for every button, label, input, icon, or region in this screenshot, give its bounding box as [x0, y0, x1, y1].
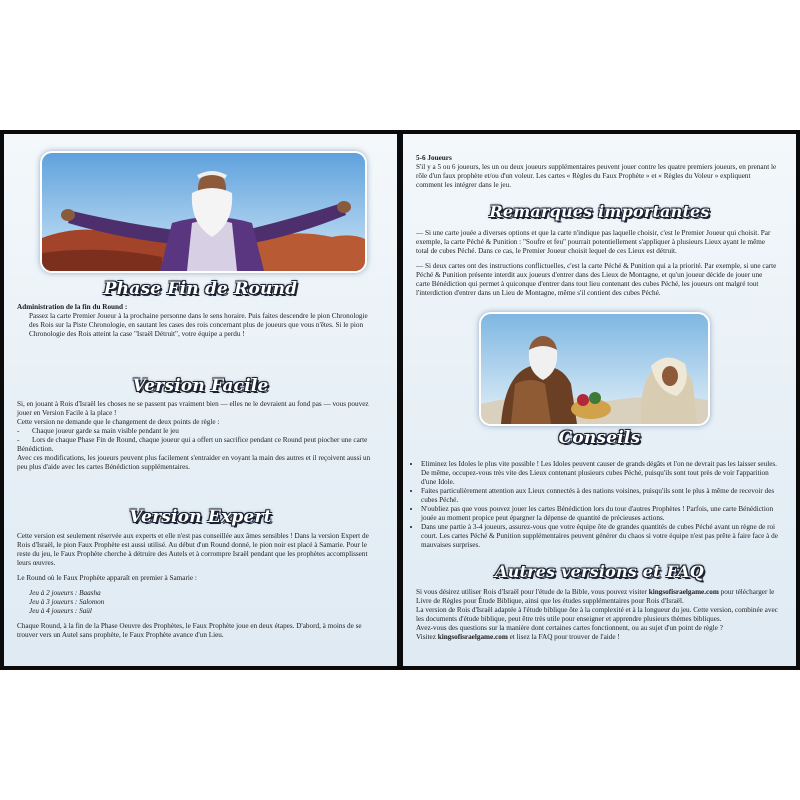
- admin-section: [17, 303, 379, 339]
- expert-2-players: Jeu à 2 joueurs : Baasha: [29, 589, 101, 597]
- remarques-section: [416, 229, 778, 298]
- facile-rule-1: - Chaque joueur garde sa main visible pendant le jeu: [17, 427, 179, 435]
- remarque-1: — Si une carte jouée a diverses options et que la carte n'indique pas laquelle choisir, c'est le Premier Joueur qui choisit. Par exemple, la carte Péché & Punition : "Soufre et feu" pourrait potentiellement s'appliquer à plusieurs Lieux ayant le même total de cubes Péché. Dans ce cas, le Premier Joueur choisit lequel de ces Lieux est détruit.: [416, 229, 771, 255]
- elders-illustration: [481, 314, 708, 424]
- left-page: [4, 134, 397, 666]
- conseils-section: [407, 460, 779, 550]
- joueurs-text: S'il y a 5 ou 6 joueurs, les un ou deux joueurs supplémentaires peuvent jouer contre les quatre premiers joueurs, en prenant le rôle d'un faux prophète et/ou d'un voleur. Les cartes « Règles du Faux Prophète » et « Règles du Voleur » expliquent comment les intégrer dans le jeu.: [416, 163, 777, 189]
- conseils-list: [407, 460, 779, 550]
- facile-rule-2: - Lors de chaque Phase Fin de Round, chaque joueur qui a offert un sacrifice pendant ce Round peut piocher une carte Bénédiction.: [17, 436, 368, 453]
- rulebook-spread: [0, 130, 800, 670]
- heading-conseils: Conseils: [558, 428, 641, 448]
- heading-autres-versions-faq: Autres versions et FAQ: [495, 562, 704, 581]
- facile-section: [17, 400, 379, 472]
- faq-questions: Avez-vous des questions sur la manière dont certaines cartes fonctionnent, ou au sujet d'un point de règle ?: [416, 624, 723, 632]
- joueurs-title: 5-6 Joueurs: [416, 154, 452, 162]
- expert-round-intro: Le Round où le Faux Prophète apparaît en premier à Samarie :: [17, 574, 197, 582]
- list-item: • Faites particulièrement attention aux Lieux connectés à des nations voisines, puisqu'ils sont le plus à même de recevoir des cubes Péché.: [421, 487, 779, 505]
- heading-phase-fin-de-round: Phase Fin de Round: [103, 279, 298, 299]
- faq-visit: Visitez kingsofisraelgame.com et lisez la FAQ pour trouver de l'aide !: [416, 633, 620, 641]
- list-item: • Dans une partie à 3-4 joueurs, assurez-vous que votre équipe ôte de grandes quantités de cubes Péché avant un règne de roi court. Les cartes Péché & Punition supplémentaires peuvent générer du chaos si votre équipe n'est pas prête à faire face à de mauvaises surprises.: [421, 523, 779, 550]
- website-link[interactable]: kingsofisraelgame.com: [648, 588, 719, 596]
- expert-4-players: Jeu à 4 joueurs : Saül: [29, 607, 92, 615]
- expert-intro: Cette version est seulement réservée aux experts et elle n'est pas conseillée aux âmes sensibles ! Dans la version Expert de Rois d'Israël, le pion Faux Prophète est aussi utilisé. Au début d'un Round donné, le pion noir est placé à Samarie. Pour le reste du jeu, le Faux Prophète cherche à détruire des Autels et à corrompre Israël pendant que les prophètes accomplissent leurs œuvres.: [17, 532, 369, 567]
- faq-study-version: La version de Rois d'Israël adaptée à l'étude biblique ôte à la complexité et à la longueur du jeu. Cette version, combinée avec les documents d'étude biblique, peut être très utile pour enseigner et apprendre plusieurs thèmes bibliques.: [416, 606, 778, 623]
- faq-intro: Si vous désirez utiliser Rois d'Israël pour l'étude de la Bible, vous pouvez visiter kingsofisraelgame.com pour télécharger le Livre de Règles pour Étude Biblique, ainsi que les études supplémentaires pour Rois d'Israël.: [416, 588, 775, 605]
- faq-section: [416, 588, 778, 642]
- expert-section: [17, 532, 379, 640]
- prophet-illustration: [42, 153, 365, 271]
- expert-round-text: Chaque Round, à la fin de la Phase Oeuvre des Prophètes, le Faux Prophète joue en deux étapes. D'abord, à moins de se trouver vers un Autel sans prophète, le Faux Prophète avance d'un Lieu.: [17, 622, 362, 639]
- facile-rules-intro: Cette version ne demande que le changement de deux points de règle :: [17, 418, 220, 426]
- list-item: • Eliminez les Idoles le plus vite possible ! Les Idoles peuvent causer de grands dégâts et l'on ne devrait pas les laisser seules. De même, occupez-vous très vite des Lieux contenant plusieurs cubes Péché, puisqu'ils sont tout près de voir l'apparition d'une Idole.: [421, 460, 779, 487]
- heading-version-expert: Version Expert: [129, 507, 272, 527]
- admin-title: Administration de la fin du Round :: [17, 303, 128, 311]
- remarque-2: — Si deux cartes ont des instructions conflictuelles, c'est la carte Péché & Punition qui a la priorité. Par exemple, si une carte Péché & Punition présente interdit aux joueurs d'entrer dans des Lieux de Montagne, et qu'un joueur décide de jouer une carte Bénédiction qui permet à quiconque d'entrer dans tout lieu contenant des cubes Péché, les joueurs ont malgré tout l'interdiction d'entrer dans un Lieu de Montagne, même s'il contient des cubes Péché.: [416, 262, 777, 297]
- joueurs-section: [416, 154, 778, 190]
- expert-3-players: Jeu à 3 joueurs : Salomon: [29, 598, 105, 606]
- heading-remarques-importantes: Remarques importantes: [489, 202, 710, 221]
- list-item: • N'oubliez pas que vous pouvez jouer les cartes Bénédiction lors du tour d'autres Prophètes ! Parfois, une carte Bénédiction jouée au moment propice peut épargner la dépense de quantité de précieuses actions.: [421, 505, 779, 523]
- facile-intro: Si, en jouant à Rois d'Israël les choses ne se passent pas vraiment bien — elles ne le devraient au fond pas — vous pouvez jouer en Version Facile à la place !: [17, 400, 369, 417]
- heading-version-facile: Version Facile: [132, 376, 269, 396]
- right-page: [403, 134, 796, 666]
- website-link[interactable]: kingsofisraelgame.com: [437, 633, 508, 641]
- admin-text: Passez la carte Premier Joueur à la prochaine personne dans le sens horaire. Puis faites descendre le pion Chronologie des Rois sur la Piste Chronologie, en sautant les cases des rois concernant plus de joueurs que vous n'êtes. Si le pion Chronologie des Rois atteint la case "Israël Détruit", votre équipe a perdu !: [29, 312, 368, 338]
- facile-conclusion: Avec ces modifications, les joueurs peuvent plus facilement s'entraider en voyant la main des autres et il reçoivent aussi un peu plus d'aide avec les cartes Bénédiction supplémentaires.: [17, 454, 371, 471]
